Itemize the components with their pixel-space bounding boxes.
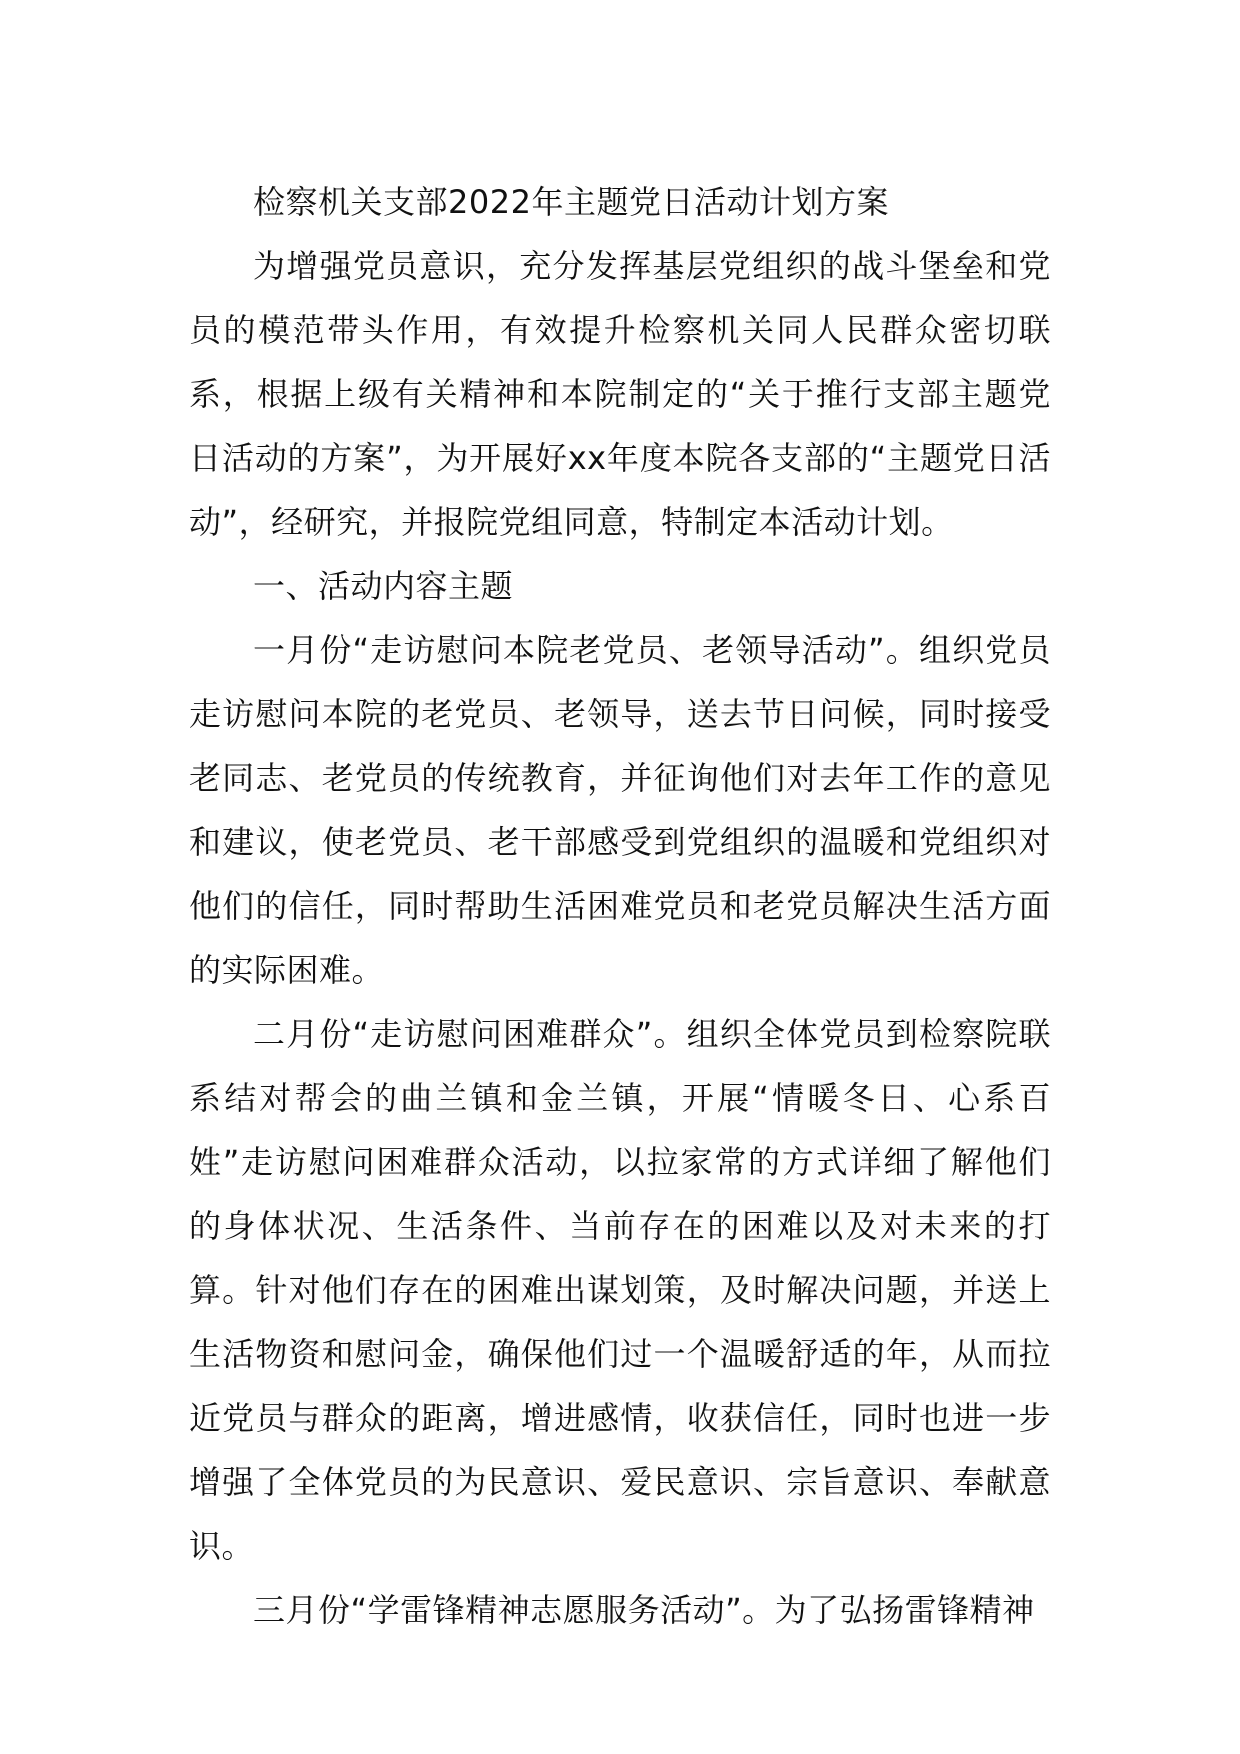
document-title: 检察机关支部2022年主题党日活动计划方案 — [253, 183, 889, 221]
february-paragraph: 二月份“走访慰问困难群众”。组织全体党员到检察院联系结对帮会的曲兰镇和金兰镇，开展“情暖冬日、心系百姓”走访慰问困难群众活动，以拉家常的方式详细了解他们的身体状况、生活条件、当前存在的困难以及对未来的打算。针对他们存在的困难出谋划策，及时解决问题，并送上生活物资和慰问金，确保他们过一个温暖舒适的年，从而拉近党员与群众的距离，增进感情，收获信任，同时也进一步增强了全体党员的为民意识、爱民意识、宗旨意识、奉献意识。 — [189, 1015, 1051, 1565]
march-paragraph: 三月份“学雷锋精神志愿服务活动”。为了弘扬雷锋精神 — [253, 1591, 1035, 1629]
document-body — [189, 170, 1051, 1642]
intro-paragraph: 为增强党员意识，充分发挥基层党组织的战斗堡垒和党员的模范带头作用，有效提升检察机关同人民群众密切联系，根据上级有关精神和本院制定的“关于推行支部主题党日活动的方案”，为开展好xx年度本院各支部的“主题党日活动”，经研究，并报院党组同意，特制定本活动计划。 — [189, 247, 1051, 541]
section-heading: 一、活动内容主题 — [253, 567, 514, 605]
january-paragraph: 一月份“走访慰问本院老党员、老领导活动”。组织党员走访慰问本院的老党员、老领导，送去节日问候，同时接受老同志、老党员的传统教育，并征询他们对去年工作的意见和建议，使老党员、老干部感受到党组织的温暖和党组织对他们的信任，同时帮助生活困难党员和老党员解决生活方面的实际困难。 — [189, 631, 1051, 989]
